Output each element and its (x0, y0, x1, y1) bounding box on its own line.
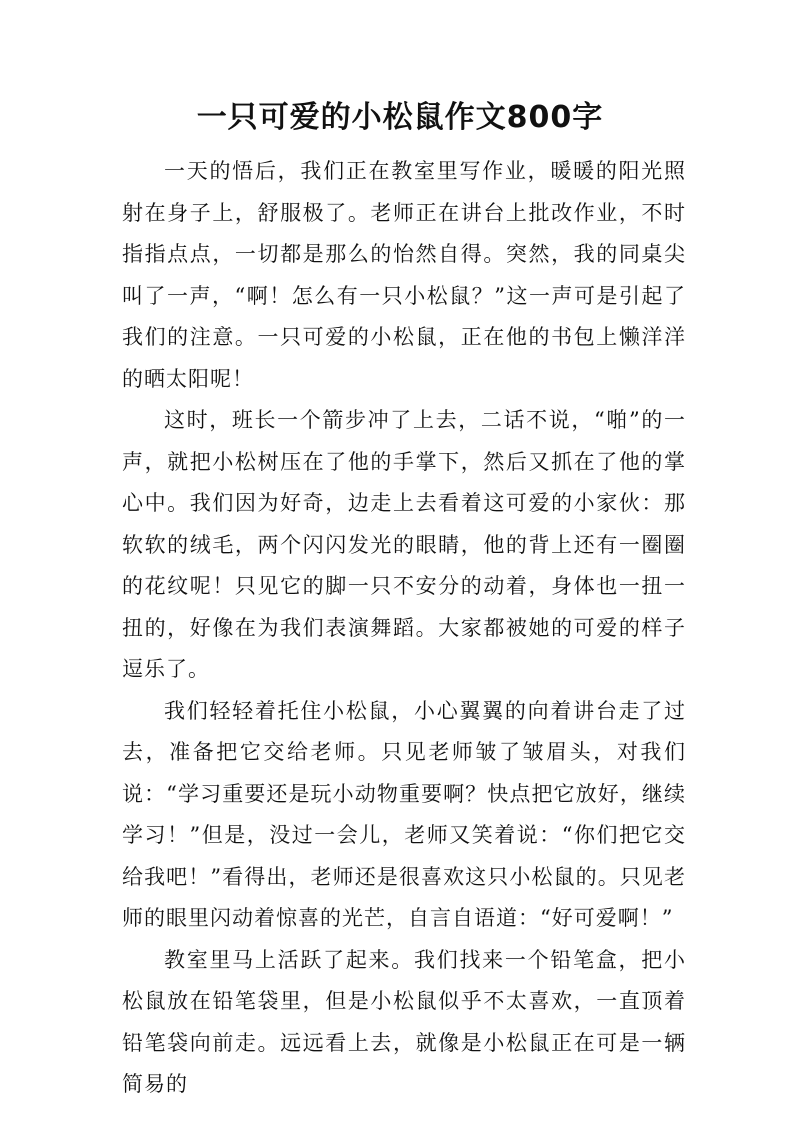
document-title: 一只可爱的小松鼠作文800字 (196, 100, 604, 135)
essay-body (122, 151, 686, 1106)
paragraph-3: 我们轻轻着托住小松鼠，小心翼翼的向着讲台走了过去，准备把它交给老师。只见老师皱了皱眉头，对我们说：“学习重要还是玩小动物重要啊？快点把它放好，继续学习！”但是，没过一会儿，老师又笑着说：“你们把它交给我吧！”看得出，老师还是很喜欢这只小松鼠的。只见老师的眼里闪动着惊喜的光芒，自言自语道：“好可爱啊！” (122, 698, 686, 930)
paragraph-1: 一天的悟后，我们正在教室里写作业，暖暖的阳光照射在身子上，舒服极了。老师正在讲台上批改作业，不时指指点点，一切都是那么的怡然自得。突然，我的同桌尖叫了一声，“啊！怎么有一只小松鼠？”这一声可是引起了我们的注意。一只可爱的小松鼠，正在他的书包上懒洋洋的晒太阳呢！ (122, 159, 686, 391)
paragraph-4: 教室里马上活跃了起来。我们找来一个铅笔盒，把小松鼠放在铅笔袋里，但是小松鼠似乎不太喜欢，一直顶着铅笔袋向前走。远远看上去，就像是小松鼠正在可是一辆简易的 (122, 947, 686, 1096)
paragraph-2: 这时，班长一个箭步冲了上去，二话不说，“啪”的一声，就把小松树压在了他的手掌下，然后又抓在了他的掌心中。我们因为好奇，边走上去看着这可爱的小家伙：那软软的绒毛，两个闪闪发光的眼睛，他的背上还有一圈圈的花纹呢！只见它的脚一只不安分的动着，身体也一扭一扭的，好像在为我们表演舞蹈。大家都被她的可爱的样子逗乐了。 (122, 408, 686, 681)
